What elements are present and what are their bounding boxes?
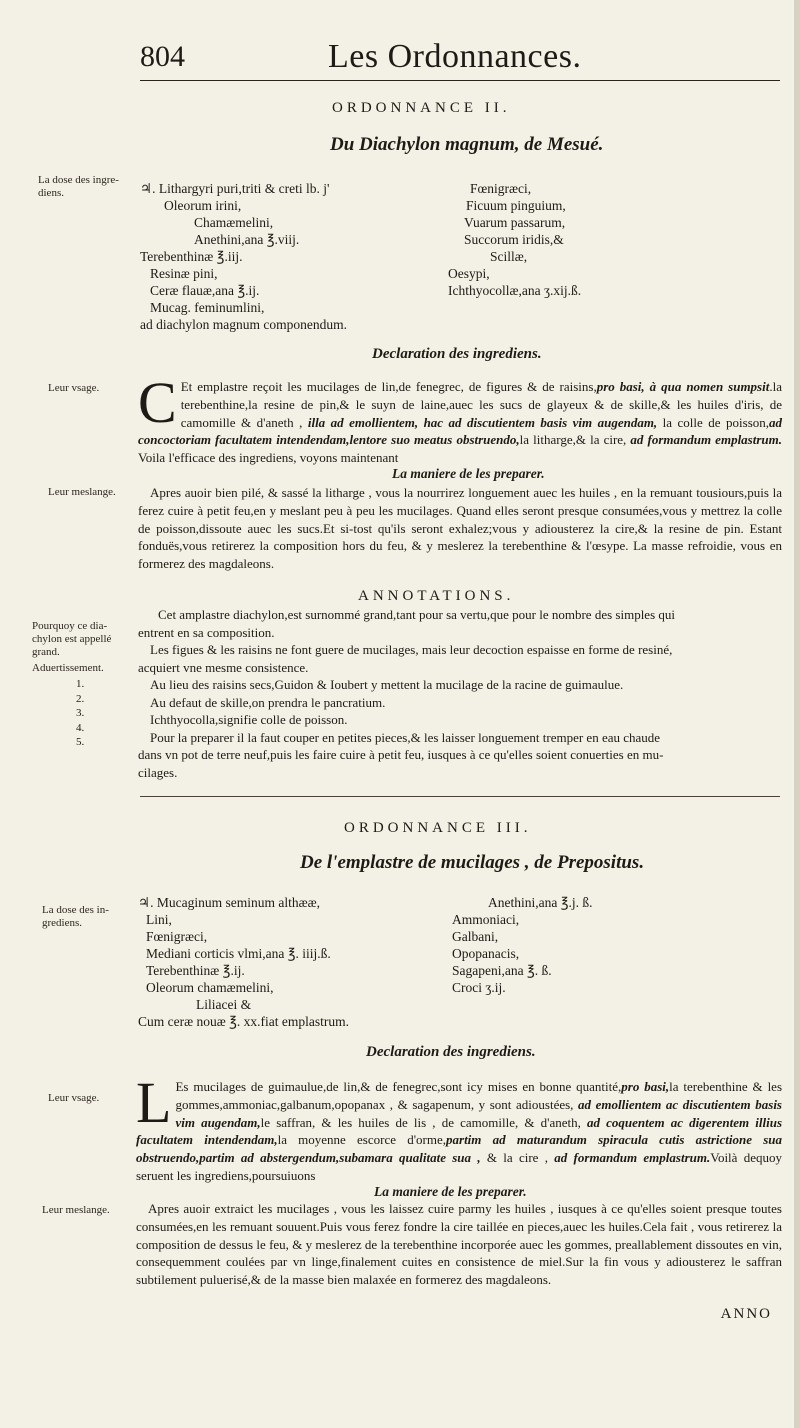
ingredient: Anethini,ana ℥.viij. xyxy=(194,232,300,247)
catchword: ANNO xyxy=(720,1306,772,1322)
margin-note-mixing: Leur meslange. xyxy=(42,1204,110,1216)
margin-number: 1. xyxy=(76,678,85,690)
annotation-line: dans vn pot de terre neuf,puis les faire cuire à petit feu, iusques à ce qu'elles soient conuerties en mu- xyxy=(138,747,664,762)
margin-note-usage: Leur vsage. xyxy=(48,1092,100,1104)
ingredient: Fœnigræci, xyxy=(146,929,208,944)
ingredient: Sagapeni,ana ℥. ß. xyxy=(452,963,552,978)
annotation-line: acquiert vne mesme consistence. xyxy=(138,659,309,675)
ingredient: ♃. Lithargyri puri,triti & creti lb. j' xyxy=(140,181,330,196)
usage-paragraph xyxy=(136,1070,783,1185)
ingredient: Opopanacis, xyxy=(452,946,520,961)
margin-number: 4. xyxy=(76,721,85,734)
margin-note-warning: Aduertissement. xyxy=(32,662,104,674)
declaration-heading: Declaration des ingrediens. xyxy=(372,346,542,362)
section-title: Du Diachylon magnum, de Mesué. xyxy=(330,134,604,155)
drop-cap: C xyxy=(138,370,177,435)
margin-note-dose: La dose des in- grediens. xyxy=(42,904,109,929)
ingredient: Lini, xyxy=(146,912,172,927)
ingredient: Ammoniaci, xyxy=(452,912,520,927)
text-run: la terebenthine & les gommes,ammoniac,galbanum,opopanax , & sagapenum, y sont adioustées, xyxy=(175,1079,783,1112)
ingredient: Ficuum pinguium, xyxy=(466,198,566,213)
ingredient-list-right xyxy=(452,894,593,996)
ingredient-list-left xyxy=(140,180,347,333)
annotation-line: Ichthyocolla,signifie colle de poisson. xyxy=(150,712,348,727)
annotation-line: Pour la preparer il la faut couper en petites pieces,& les laisser longuement tremper en eau chaude xyxy=(150,729,661,745)
ingredient: Mucag. feminumlini, xyxy=(150,300,265,315)
margin-note-usage: Leur vsage. xyxy=(48,382,100,394)
margin-numbers xyxy=(76,678,84,751)
ingredient: Terebenthinæ ℥.ij. xyxy=(146,963,245,978)
margin-number: 5. xyxy=(76,736,85,748)
ingredient: Oleorum irini, xyxy=(164,198,242,213)
ingredient: Croci ʒ.ij. xyxy=(452,980,506,995)
margin-number: 2. xyxy=(76,692,85,705)
text-run: Voila l'efficace des ingrediens, voyons maintenant xyxy=(138,450,399,466)
ingredient: ♃. Mucaginum seminum althææ, xyxy=(138,895,320,910)
ingredient: Chamæmelini, xyxy=(194,215,274,230)
text-run: .la terebenthine,la resine de pin,& le suyn de laine,auec les sucs de glayeux & de skille,& les huiles d'iris, de camomille & d'aneth , xyxy=(180,379,782,430)
annotation-line: Cet amplastre diachylon,est surnommé grand,tant pour sa vertu,que pour le nombre des simples qui xyxy=(158,607,675,622)
preparation-heading: La maniere de les preparer. xyxy=(374,1184,527,1199)
margin-note-why-grand: Pourquoy ce dia- chylon est appellé grand. xyxy=(32,620,112,658)
ingredient: ad diachylon magnum componendum. xyxy=(140,317,347,332)
mixing-paragraph: Apres auoir extraict les mucilages , vous les laissez cuire parmy les huiles , iusques à ce qu'elles soient presque toutes consumées,en les remuant souuent.Puis vous ferez fondre la cire taillée en pieces,auec les huiles.Cela fait , vous retirerez la composition de dessus le feu, & y meslerez de la terebenthine incorporée auec les gommes, preallablement dissoutes en vin, consequemment coulées par vn linge,finalement cuites en consistence de miel.Sur la fin vous y adiousterez le saffran subtilement puluerisé,& de la masse bien malaxée en formerez des magdaleons. xyxy=(136,1201,782,1288)
ingredient: Oleorum chamæmelini, xyxy=(146,980,274,995)
ingredient: Resinæ pini, xyxy=(150,266,218,281)
ingredient: Oesypi, xyxy=(448,266,490,281)
ingredient: Galbani, xyxy=(452,929,499,944)
latin-run: ad formandum emplastrum. xyxy=(554,1150,711,1166)
latin-run: ad coquentem ac digerentem illius facultatem intendendam, xyxy=(136,1114,782,1148)
ingredient: Anethini,ana ℥.j. ß. xyxy=(488,895,593,910)
ingredient: Fœnigræci, xyxy=(470,181,532,196)
declaration-heading: Declaration des ingrediens. xyxy=(366,1044,536,1060)
section-title: De l'emplastre de mucilages , de Prepositus. xyxy=(300,852,645,873)
page-edge xyxy=(794,0,800,1428)
ingredient-list-right xyxy=(448,180,581,299)
latin-run: pro basi, xyxy=(621,1079,670,1094)
annotation-line: Les figues & les raisins ne font guere de mucilages, mais leur decoction espaisse en forme de resiné, xyxy=(150,642,673,657)
section-heading: ORDONNANCE III. xyxy=(344,820,532,836)
text-run: Es mucilages de guimaulue,de lin,& de fenegrec,sont icy mises en bonne quantité, xyxy=(175,1079,622,1094)
text-run: Voilà dequoy seruent les ingrediens,poursuiuons xyxy=(136,1150,782,1183)
preparation-heading: La maniere de les preparer. xyxy=(392,466,545,481)
margin-note-dose: La dose des ingre- diens. xyxy=(38,174,119,199)
usage-paragraph xyxy=(138,370,783,467)
latin-run: ad emollientem ac discutientem basis vim augendam, xyxy=(175,1096,782,1130)
annotation-line: entrent en sa composition. xyxy=(138,624,275,640)
page-number: 804 xyxy=(140,40,185,73)
ingredient: Terebenthinæ ℥.iij. xyxy=(140,249,243,264)
ingredient: Vuarum passarum, xyxy=(464,215,566,230)
ingredient: Ichthyocollæ,ana ʒ.xij.ß. xyxy=(448,283,582,298)
ingredient: Mediani corticis vlmi,ana ℥. iiij.ß. xyxy=(146,946,331,961)
section-heading: ORDONNANCE II. xyxy=(332,100,511,116)
ingredient: Scillæ, xyxy=(490,249,528,264)
margin-note-mixing: Leur meslange. xyxy=(48,486,116,498)
running-title: Les Ordonnances. xyxy=(328,38,582,75)
latin-run: ad concoctoriam facultatem intendendam,lentore suo meatus obstruendo, xyxy=(138,414,783,448)
text-run: la colle de poisson, xyxy=(657,414,770,430)
header-rule xyxy=(140,80,780,81)
annotation-line: Au lieu des raisins secs,Guidon & Ioubert y mettent la mucilage de la racine de guimaulue. xyxy=(150,677,624,692)
ingredient-list-left xyxy=(138,894,349,1030)
ingredient: Cum ceræ nouæ ℥. xx.fiat emplastrum. xyxy=(138,1014,350,1029)
annotations-heading: ANNOTATIONS. xyxy=(358,588,515,604)
drop-cap: L xyxy=(136,1070,172,1135)
margin-number: 3. xyxy=(76,707,85,719)
ingredient: Liliacei & xyxy=(196,997,252,1012)
text-run: la moyenne escorce d'orme, xyxy=(277,1132,447,1148)
annotation-line: cilages. xyxy=(138,764,178,780)
annotations-block xyxy=(138,606,782,781)
latin-run: ad formandum emplastrum. xyxy=(630,432,783,448)
ingredient: Succorum iridis,& xyxy=(464,232,564,247)
mixing-paragraph: Apres auoir bien pilé, & sassé la litharge , vous la nourrirez longuement auec les huiles , en la remuant tousiours,puis la ferez cuire à petit feu,en y meslant peu à peu les mucilages. Quand elles seront presque consumées,vous y mettrez la colle de poisson,dissoute auec les sucs.Et si-tost qu'ils seront exhalez;vous y adiousterez la cire,& la resine de pin. Estant fonduës,vous retirerez la composition hors du feu, & y meslerez la terebenthine & l'œsype. La masse refroidie, vous en formerez des magdaleons. xyxy=(138,485,782,572)
latin-run: illa ad emollientem, hac ad discutientem basis vim augendam, xyxy=(307,414,658,430)
annotation-line: Au defaut de skille,on prendra le pancratium. xyxy=(150,694,386,710)
text-run: Et emplastre reçoit les mucilages de lin,de fenegrec, de figures & de raisins, xyxy=(180,379,597,394)
ingredient: Ceræ flauæ,ana ℥.ij. xyxy=(150,283,260,298)
text-run: le saffran, & les huiles de lis , de camomille, & d'aneth, xyxy=(260,1114,587,1130)
latin-run: pro basi, à qua nomen sumpsit xyxy=(596,379,770,394)
text-run: la litharge,& la cire, xyxy=(519,432,631,448)
text-run: & la cire , xyxy=(480,1150,555,1166)
latin-run: partim ad maturandum spiracula cutis astrictione sua obstruendo,partim ad abstergendum,subamara qualitate sua , xyxy=(136,1132,782,1166)
section-divider xyxy=(140,796,780,797)
